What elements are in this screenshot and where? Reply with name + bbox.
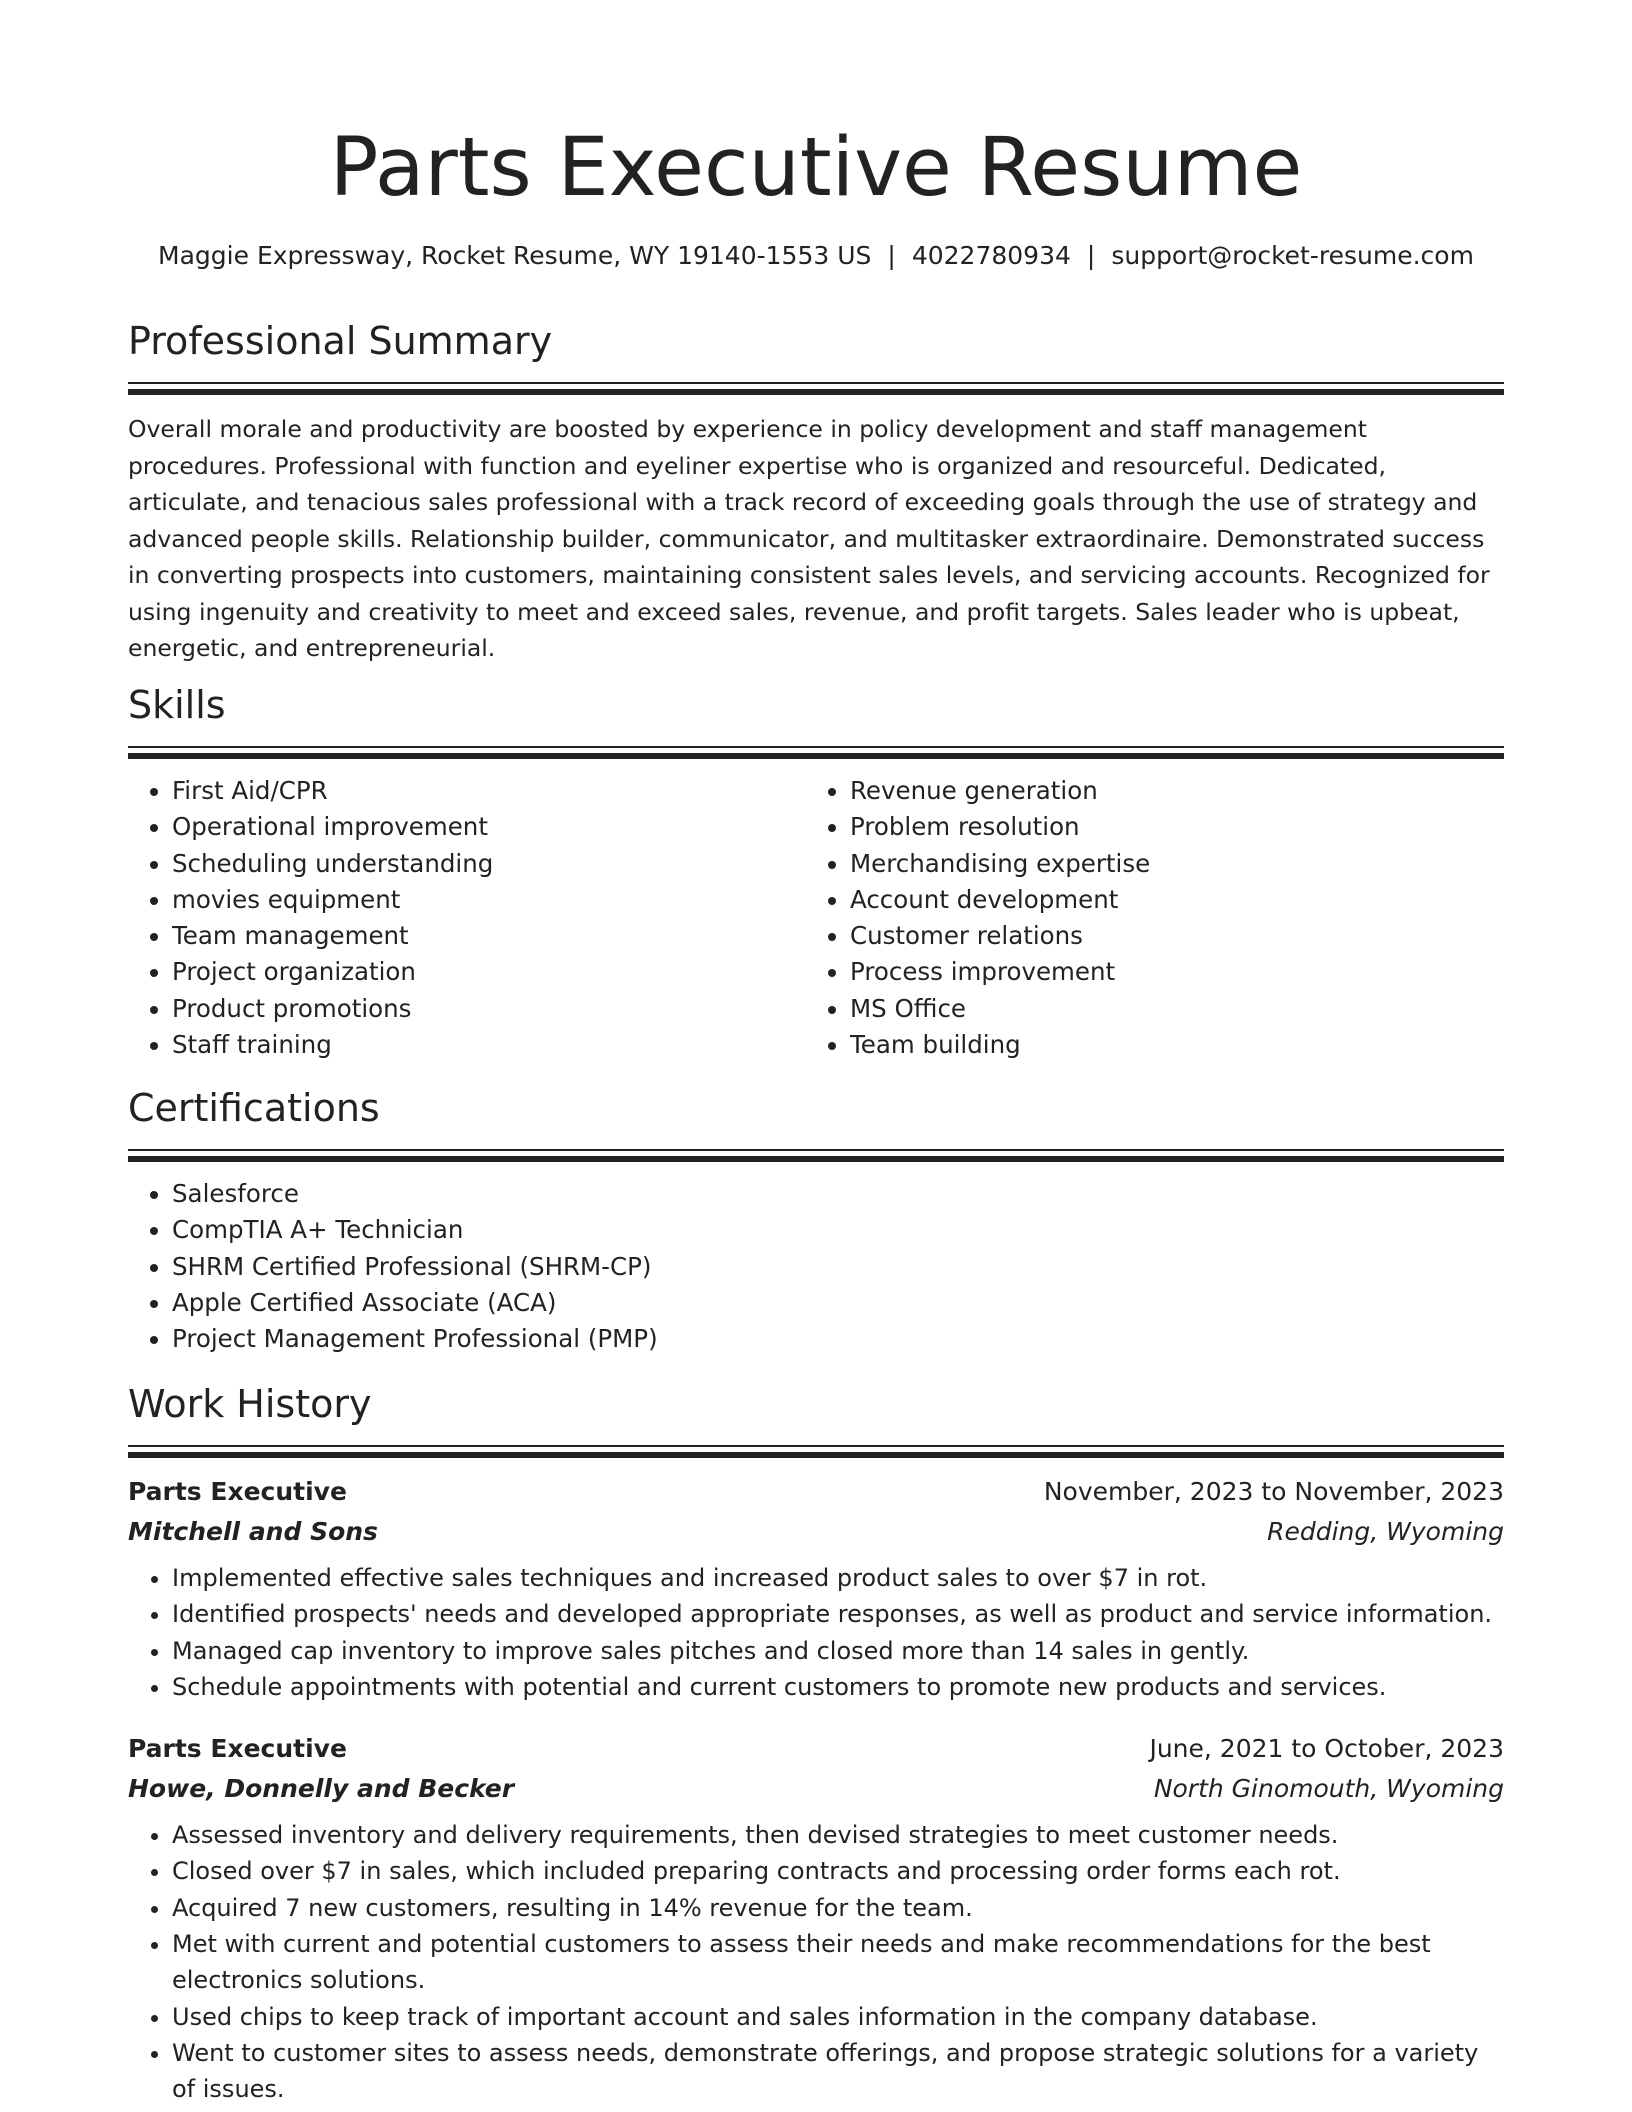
skill-item: • Team management <box>172 918 806 954</box>
job-bullet: • Schedule appointments with potential and current customers to promote new products and services. <box>172 1669 1504 1705</box>
certification-item: • CompTIA A+ Technician <box>172 1212 1504 1248</box>
job-location: North Ginomouth, Wyoming <box>1153 1774 1504 1804</box>
job-title: Parts Executive <box>128 1477 347 1506</box>
section-divider-thick <box>128 1452 1504 1458</box>
job-title: Parts Executive <box>128 1734 347 1764</box>
skill-item: • Team building <box>850 1027 1484 1063</box>
skill-item: • Project organization <box>172 954 806 990</box>
skill-item: • Problem resolution <box>850 809 1484 845</box>
skills-section <box>128 680 1504 1063</box>
certification-item: • Salesforce <box>172 1176 1504 1212</box>
skill-item: • Revenue generation <box>850 773 1484 809</box>
certification-item: • Apple Certified Associate (ACA) <box>172 1285 1504 1321</box>
job-bullet: • Identified prospects' needs and developed appropriate responses, as well as product and service information. <box>172 1596 1504 1632</box>
job-bullet: • Acquired 7 new customers, resulting in 14% revenue for the team. <box>172 1890 1504 1926</box>
work-history-heading: Work History <box>128 1382 372 1426</box>
job-bullet: • Implemented effective sales techniques and increased product sales to over $7 in rot. <box>172 1560 1504 1596</box>
job-bullet: • Assessed inventory and delivery requirements, then devised strategies to meet customer needs. <box>172 1817 1504 1853</box>
job-dates: November, 2023 to November, 2023 <box>1043 1477 1504 1506</box>
page-title: Parts Executive Resume <box>329 121 1303 215</box>
skill-item: • Operational improvement <box>172 809 806 845</box>
certification-item: • Project Management Professional (PMP) <box>172 1321 1504 1357</box>
job-bullet: • Went to customer sites to assess needs, demonstrate offerings, and propose strategic solutions for a variety of issues. <box>172 2035 1504 2108</box>
skill-item: • Account development <box>850 882 1484 918</box>
certification-item: • SHRM Certified Professional (SHRM-CP) <box>172 1249 1504 1285</box>
skills-columns <box>128 773 1504 1063</box>
skill-item: • Staff training <box>172 1027 806 1063</box>
contact-separator: | <box>1086 241 1096 270</box>
job-bullets <box>128 1560 1504 1705</box>
skill-item: • Process improvement <box>850 954 1484 990</box>
summary-section <box>128 316 1504 667</box>
section-divider <box>128 1445 1504 1447</box>
job-entry <box>128 1472 1504 1705</box>
job-subheader-row <box>128 1769 1504 1809</box>
job-bullet: • Used chips to keep track of important account and sales information in the company database. <box>172 1999 1504 2035</box>
job-company: Mitchell and Sons <box>128 1517 378 1546</box>
job-bullets <box>128 1817 1504 2107</box>
job-header-row <box>128 1472 1504 1512</box>
certifications-section <box>128 1083 1504 1357</box>
skill-item: • First Aid/CPR <box>172 773 806 809</box>
certifications-list <box>128 1176 1504 1357</box>
job-bullet: • Met with current and potential customers to assess their needs and make recommendations for the best electronics solutions. <box>172 1926 1504 1999</box>
contact-phone: 4022780934 <box>911 241 1071 270</box>
skill-item: • movies equipment <box>172 882 806 918</box>
job-bullet: • Closed over $7 in sales, which included preparing contracts and processing order forms each rot. <box>172 1853 1504 1889</box>
section-divider-thick <box>128 753 1504 759</box>
job-company: Howe, Donnelly and Becker <box>128 1774 515 1804</box>
section-divider <box>128 382 1504 384</box>
skill-item: • MS Office <box>850 991 1484 1027</box>
section-divider <box>128 1149 1504 1151</box>
skills-list-left <box>128 773 806 1063</box>
section-divider <box>128 746 1504 748</box>
section-divider-thick <box>128 1156 1504 1162</box>
skill-item: • Customer relations <box>850 918 1484 954</box>
skill-item: • Merchandising expertise <box>850 846 1484 882</box>
skills-heading: Skills <box>128 683 226 727</box>
work-history-section <box>128 1379 1504 2108</box>
job-location: Redding, Wyoming <box>1267 1517 1504 1546</box>
contact-separator: | <box>887 241 896 270</box>
job-entry <box>128 1729 1504 2107</box>
contact-line <box>0 238 1632 274</box>
skill-item: • Scheduling understanding <box>172 846 806 882</box>
job-header-row <box>128 1729 1504 1769</box>
summary-text: Overall morale and productivity are boosted by experience in policy development and staff management procedures. Professional with function and eyeliner expertise who is organized and resourceful. Dedicated, articulate, and tenacious sales professional with a track record of exceeding goals through the use of strategy and advanced people skills. Relationship builder, communicator, and multitasker extraordinaire. Demonstrated success in converting prospects into customers, maintaining consistent sales levels, and servicing accounts. Recognized for using ingenuity and creativity to meet and exceed sales, revenue, and profit targets. Sales leader who is upbeat, energetic, and entrepreneurial. <box>128 415 1490 662</box>
job-subheader-row <box>128 1512 1504 1552</box>
skills-list-right <box>806 773 1484 1063</box>
skill-item: • Product promotions <box>172 991 806 1027</box>
certifications-heading: Certifications <box>128 1086 380 1130</box>
contact-email[interactable]: support@rocket-resume.com <box>1111 241 1474 270</box>
summary-heading: Professional Summary <box>128 319 553 363</box>
contact-address: Maggie Expressway, Rocket Resume, WY 19140-1553 US <box>158 241 872 270</box>
job-bullet: • Managed cap inventory to improve sales pitches and closed more than 14 sales in gently. <box>172 1633 1504 1669</box>
job-dates: June, 2021 to October, 2023 <box>1149 1734 1504 1764</box>
section-divider-thick <box>128 389 1504 395</box>
